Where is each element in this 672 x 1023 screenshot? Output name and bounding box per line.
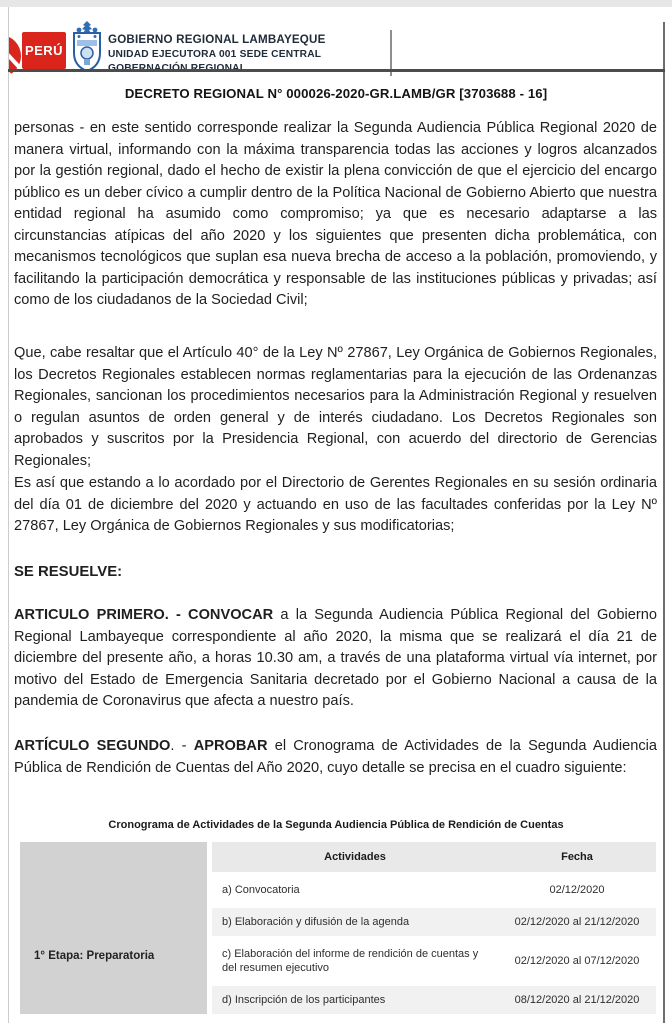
table-row [212,986,656,1014]
peru-brand-swirl-icon [9,29,22,84]
article-first-lead: ARTICULO PRIMERO. - CONVOCAR [14,607,274,623]
paragraph-considerations-3: Es así que estando a lo acordado por el Directorio de Gerentes Regionales en su sesión ordinaria del día 01 de diciembre del 2020 y actuando en uso de las facultades conferidas por la Ley Nº 27867, Ley Orgánica de Gobiernos Regionales y sus modificatorias; [14,475,657,534]
lambayeque-coat-of-arms-icon [70,20,104,74]
date-cell: 02/12/2020 al 07/12/2020 [514,954,640,967]
paragraph-considerations-1: personas - en este sentido corresponde realizar la Segunda Audiencia Pública Regional 2020 de manera virtual, informando con la máxima transparencia todas las acciones y logros alcanzados por la gestión regional, dado el hecho de existir la plena convicción de que el ejercicio del encargo público es un deber cívico a cumplir dentro de la Política Nacional de Gobierno Abierto que nuestra entidad regional ha asumido como compromiso; ya que es necesario adaptarse a las circunstancias atípicas del año 2020 y los siguientes que presenten dicha problemática, con mecanismos tecnológicos que suplan esa nueva brecha de acceso a la población, promoviendo, y facilitando la participación democrática y responsable de las instituciones públicas y privadas; así como de los ciudadanos de la Sociedad Civil; [14,120,657,308]
stage-label: 1° Etapa: Preparatoria [34,950,155,962]
article-first-paragraph [14,605,657,713]
org-name-line-2: UNIDAD EJECUTORA 001 SEDE CENTRAL [108,48,322,60]
table-row [212,908,656,936]
activity-cell: d) Inscripción de los participantes [222,994,386,1006]
article-second-text: el Cronograma de Actividades de la Segunda Audiencia Pública de Rendición de Cuentas del Año 2020, cuyo detalle se precisa en el cuadro siguiente: [14,738,657,776]
article-second-verb: APROBAR [193,738,268,754]
letterhead [9,7,663,69]
stage-cell [20,842,207,1014]
article-first-text: a la Segunda Audiencia Pública Regional del Gobierno Regional Lambayeque correspondiente al año 2020, la misma que se realizará el día 21 de diciembre del presente año, a horas 10.30 am, a través de una plataforma virtual vía internet, por motivo del Estado de Emergencia Sanitaria decretado por el Gobierno Nacional a causa de la pandemia de Coronavirus que afecta a nuestro país. [14,607,657,709]
schedule-table [20,842,656,1014]
article-second-paragraph [14,736,657,779]
activity-cell: c) Elaboración del informe de rendición de cuentas y del resumen ejecutivo [222,948,479,974]
table-header-row [212,842,656,872]
article-second-lead: ARTÍCULO SEGUNDO [14,738,171,754]
date-cell: 02/12/2020 al 21/12/2020 [514,915,640,928]
resolve-heading: SE RESUELVE: [14,564,123,580]
page-right-edge [663,22,665,1023]
peru-logo-label: PERÚ [24,43,64,58]
schedule-caption: Cronograma de Actividades de la Segunda Audiencia Pública de Rendición de Cuentas [108,819,564,831]
page-top-edge [0,0,672,7]
activity-cell: a) Convocatoria [222,884,300,896]
table-row [212,876,656,904]
column-header-actividades: Actividades [324,851,386,863]
document-title: DECRETO REGIONAL N° 000026-2020-GR.LAMB/GR [3703688 - 16] [124,86,548,101]
schedule-rows [212,842,656,1014]
article-second-separator: . - [170,738,194,754]
header-rule [8,69,665,72]
table-row [212,940,656,982]
page-left-edge [8,7,9,1023]
paragraph-considerations-2: Que, cabe resaltar que el Artículo 40° de la Ley Nº 27867, Ley Orgánica de Gobiernos Regionales, los Decretos Regionales establecen normas reglamentarias para la ejecución de las Ordenanzas Regionales, sancionan los procedimientos necesarios para la Administración Regional y resuelven o regulan asuntos de orden general y de interés ciudadano. Los Decretos Regionales son aprobados y suscritos por la Presidencia Regional, con acuerdo del directorio de Gerencias Regionales; [14,345,657,469]
column-header-fecha: Fecha [561,850,593,863]
date-cell: 02/12/2020 [549,883,605,896]
activity-cell: b) Elaboración y difusión de la agenda [222,916,410,928]
org-name-line-1: GOBIERNO REGIONAL LAMBAYEQUE [108,33,326,46]
date-cell: 08/12/2020 al 21/12/2020 [514,993,640,1006]
peru-logo [22,32,66,69]
